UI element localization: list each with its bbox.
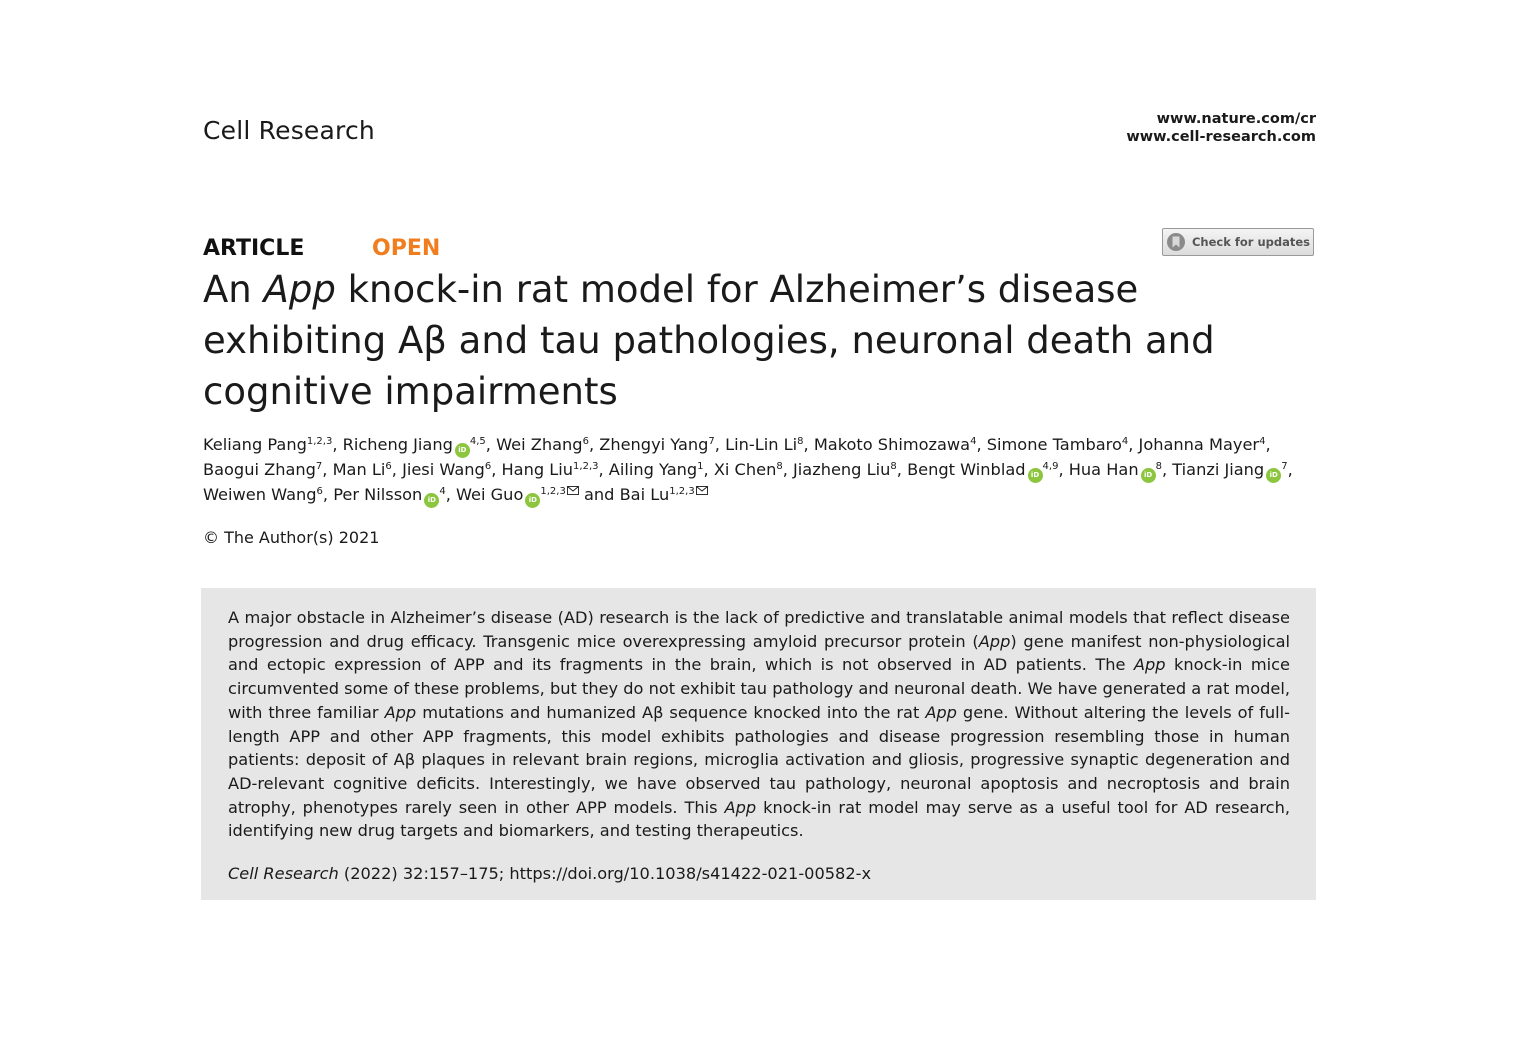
author-item[interactable] (501, 460, 598, 479)
orcid-icon[interactable]: iD (424, 493, 439, 508)
author-affiliation-sup: 4,9 (1042, 461, 1059, 472)
author-item[interactable] (333, 485, 445, 504)
author-item[interactable] (620, 485, 708, 504)
author-item[interactable] (714, 460, 783, 479)
copyright-notice: © The Author(s) 2021 (203, 528, 380, 547)
author-item[interactable] (725, 435, 803, 454)
bookmark-icon (1166, 232, 1186, 252)
author-name: Zhengyi Yang (599, 435, 709, 454)
author-list: Keliang Pang$^{1,2,3}$, Richeng Jiang iD$^{4,5}$, Wei Zhang$^6$, Zhengyi Yang$^7$, Lin-Lin Li$^8$, Makoto Shimozawa$^4$, Simone Tambaro$^4$, Johanna Mayer$^4$, Baogui Zhang$^7$, Man Li$^6$, Jiesi Wang$^6$, Hang Liu$^{1,2,3}$, Ailing Yang$^1$, Xi Chen$^8$, Jiazheng Liu$^8$, Bengt Winblad iD$^{4,9}$, Hua Han $iD^8$, Tianzi Jiang $iD^7$, Weiwen Wang$^6$, Per Nilsson $iD^4$, Wei Guo iD$^{1,2,3}$ and Bai Lu$^{1,2,3}$ (203, 433, 1321, 508)
abstract-segment: ) gene manifest non-physiological and ectopic expression of APP and its fragments in the brain, which is not observed in AD patients. The (228, 631, 1290, 675)
author-name: Jiazheng Liu (793, 460, 891, 479)
author-name: Hang Liu (501, 460, 574, 479)
mail-icon[interactable] (567, 486, 579, 495)
author-affiliation-sup: 1,2,3 (306, 436, 333, 447)
author-item[interactable] (599, 435, 715, 454)
orcid-icon[interactable]: iD (1266, 468, 1281, 483)
journal-urls (1126, 110, 1316, 146)
abstract-text (228, 606, 1290, 843)
abstract-segment: A major obstacle in Alzheimer’s disease (AD) research is the lack of predictive and translatable animal models that reflect disease progression and drug efficacy. Transgenic mice overexpressing amyloid precursor protein ( (228, 608, 1290, 651)
abstract-box (201, 588, 1316, 900)
abstract-segment: mutations and humanized Aβ sequence knocked into the rat (416, 702, 926, 722)
author-affiliation-sup: 7 (708, 436, 715, 447)
author-item[interactable] (1069, 460, 1162, 479)
citation-journal: Cell Research (228, 864, 339, 884)
author-name: Weiwen Wang (203, 485, 317, 504)
orcid-icon[interactable]: iD (455, 443, 470, 458)
article-title (203, 264, 1323, 417)
author-affiliation-sup: 1,2,3 (540, 486, 566, 497)
author-affiliation-sup: 4 (1259, 436, 1266, 447)
author-affiliation-sup: 6 (316, 486, 323, 497)
title-segment: knock-in rat model for Alzheimer’s disease exhibiting Aβ and tau pathologies, neuronal death and cognitive impairments (203, 268, 1215, 413)
open-access-label: OPEN (372, 236, 441, 261)
check-for-updates-label: Check for updates (1191, 235, 1311, 249)
author-affiliation-sup: 4 (970, 436, 977, 447)
author-name: Baogui Zhang (203, 460, 316, 479)
author-affiliation-sup: 6 (582, 436, 589, 447)
abstract-segment: knock-in rat model may serve as a useful tool for AD research, identifying new drug targets and biomarkers, and testing therapeutics. (228, 797, 1290, 841)
author-name: Hua Han (1068, 460, 1139, 479)
author-name: Man Li (332, 460, 386, 479)
author-affiliation-sup: 4 (1121, 436, 1129, 447)
author-name: Wei Guo (455, 485, 524, 504)
author-affiliation-sup: 8 (797, 436, 804, 447)
title-segment: App (263, 268, 336, 311)
mail-icon[interactable] (696, 486, 708, 495)
author-item[interactable] (987, 435, 1128, 454)
author-name: Bai Lu (619, 485, 670, 504)
author-name: Xi Chen (713, 460, 777, 479)
abstract-segment: App (925, 702, 957, 722)
author-name: Ailing Yang (608, 460, 698, 479)
orcid-icon[interactable]: iD (1141, 468, 1156, 483)
author-name: Simone Tambaro (986, 435, 1122, 454)
article-type-label: ARTICLE (203, 236, 305, 261)
citation-line (228, 864, 1290, 883)
author-item[interactable] (456, 485, 579, 504)
author-affiliation-sup: 1 (697, 461, 704, 472)
citation-details[interactable]: (2022) 32:157–175; https://doi.org/10.1038/s41422-021-00582-x (338, 864, 872, 884)
author-item[interactable] (793, 460, 897, 479)
author-affiliation-sup: 1,2,3 (669, 486, 695, 497)
author-item[interactable] (333, 460, 392, 479)
author-name: Johanna Mayer (1138, 435, 1260, 454)
url-nature[interactable]: www.nature.com/cr (1156, 111, 1316, 127)
author-name: Bengt Winblad (907, 460, 1026, 479)
author-affiliation-sup: 1,2,3 (573, 461, 599, 472)
abstract-segment: App (384, 702, 417, 722)
author-item[interactable] (814, 435, 977, 454)
author-name: Richeng Jiang (342, 435, 453, 454)
journal-name: Cell Research (203, 116, 375, 145)
author-name: Lin-Lin Li (725, 435, 798, 454)
author-item[interactable] (402, 460, 491, 479)
author-affiliation-sup: 6 (385, 461, 392, 472)
author-affiliation-sup: 8 (890, 461, 897, 472)
author-affiliation-sup: 6 (484, 461, 492, 472)
author-affiliation-sup: 8 (1155, 461, 1162, 472)
author-affiliation-sup: 7 (315, 461, 323, 472)
check-for-updates-button[interactable] (1162, 228, 1314, 256)
author-item[interactable] (1139, 435, 1266, 454)
author-name: Tianzi Jiang (1172, 460, 1265, 479)
author-affiliation-sup: 4 (439, 486, 446, 497)
author-name: Keliang Pang (203, 435, 307, 454)
author-affiliation-sup: 8 (776, 461, 783, 472)
author-item[interactable] (609, 460, 704, 479)
author-name: Jiesi Wang (402, 460, 485, 479)
abstract-segment: gene. Without altering the levels of full-length APP and other APP fragments, this model exhibits pathologies and disease progression resembling those in human patients: deposit of Aβ plaques in relevant brain regions, microglia activation and gliosis, progressive synaptic degeneration and AD-relevant cognitive deficits. Interestingly, we have observed tau pathology, neuronal apoptosis and necroptosis and brain atrophy, phenotypes rarely seen in other APP models. This (228, 702, 1290, 817)
author-item[interactable] (496, 435, 589, 454)
orcid-icon[interactable]: iD (525, 493, 540, 508)
author-item[interactable] (907, 460, 1058, 479)
author-affiliation-sup: 4,5 (469, 436, 486, 447)
orcid-icon[interactable]: iD (1028, 468, 1043, 483)
abstract-segment: knock-in mice circumvented some of these problems, but they do not exhibit tau pathology and neuronal death. We have generated a rat model, with three familiar (228, 655, 1290, 722)
author-name: Wei Zhang (496, 435, 583, 454)
abstract-segment: App (978, 631, 1011, 651)
article-type-row (203, 236, 440, 261)
abstract-segment: App (724, 797, 757, 817)
url-cell-research[interactable]: www.cell-research.com (1126, 129, 1316, 145)
author-item[interactable] (203, 435, 332, 454)
title-segment: An (203, 268, 264, 311)
abstract-segment: App (1133, 655, 1166, 675)
author-item[interactable] (1172, 460, 1287, 479)
author-item[interactable] (203, 460, 322, 479)
author-affiliation-sup: 7 (1281, 461, 1288, 472)
author-name: Makoto Shimozawa (813, 435, 971, 454)
author-item[interactable] (343, 435, 486, 454)
author-item[interactable] (203, 485, 323, 504)
author-name: Per Nilsson (333, 485, 423, 504)
